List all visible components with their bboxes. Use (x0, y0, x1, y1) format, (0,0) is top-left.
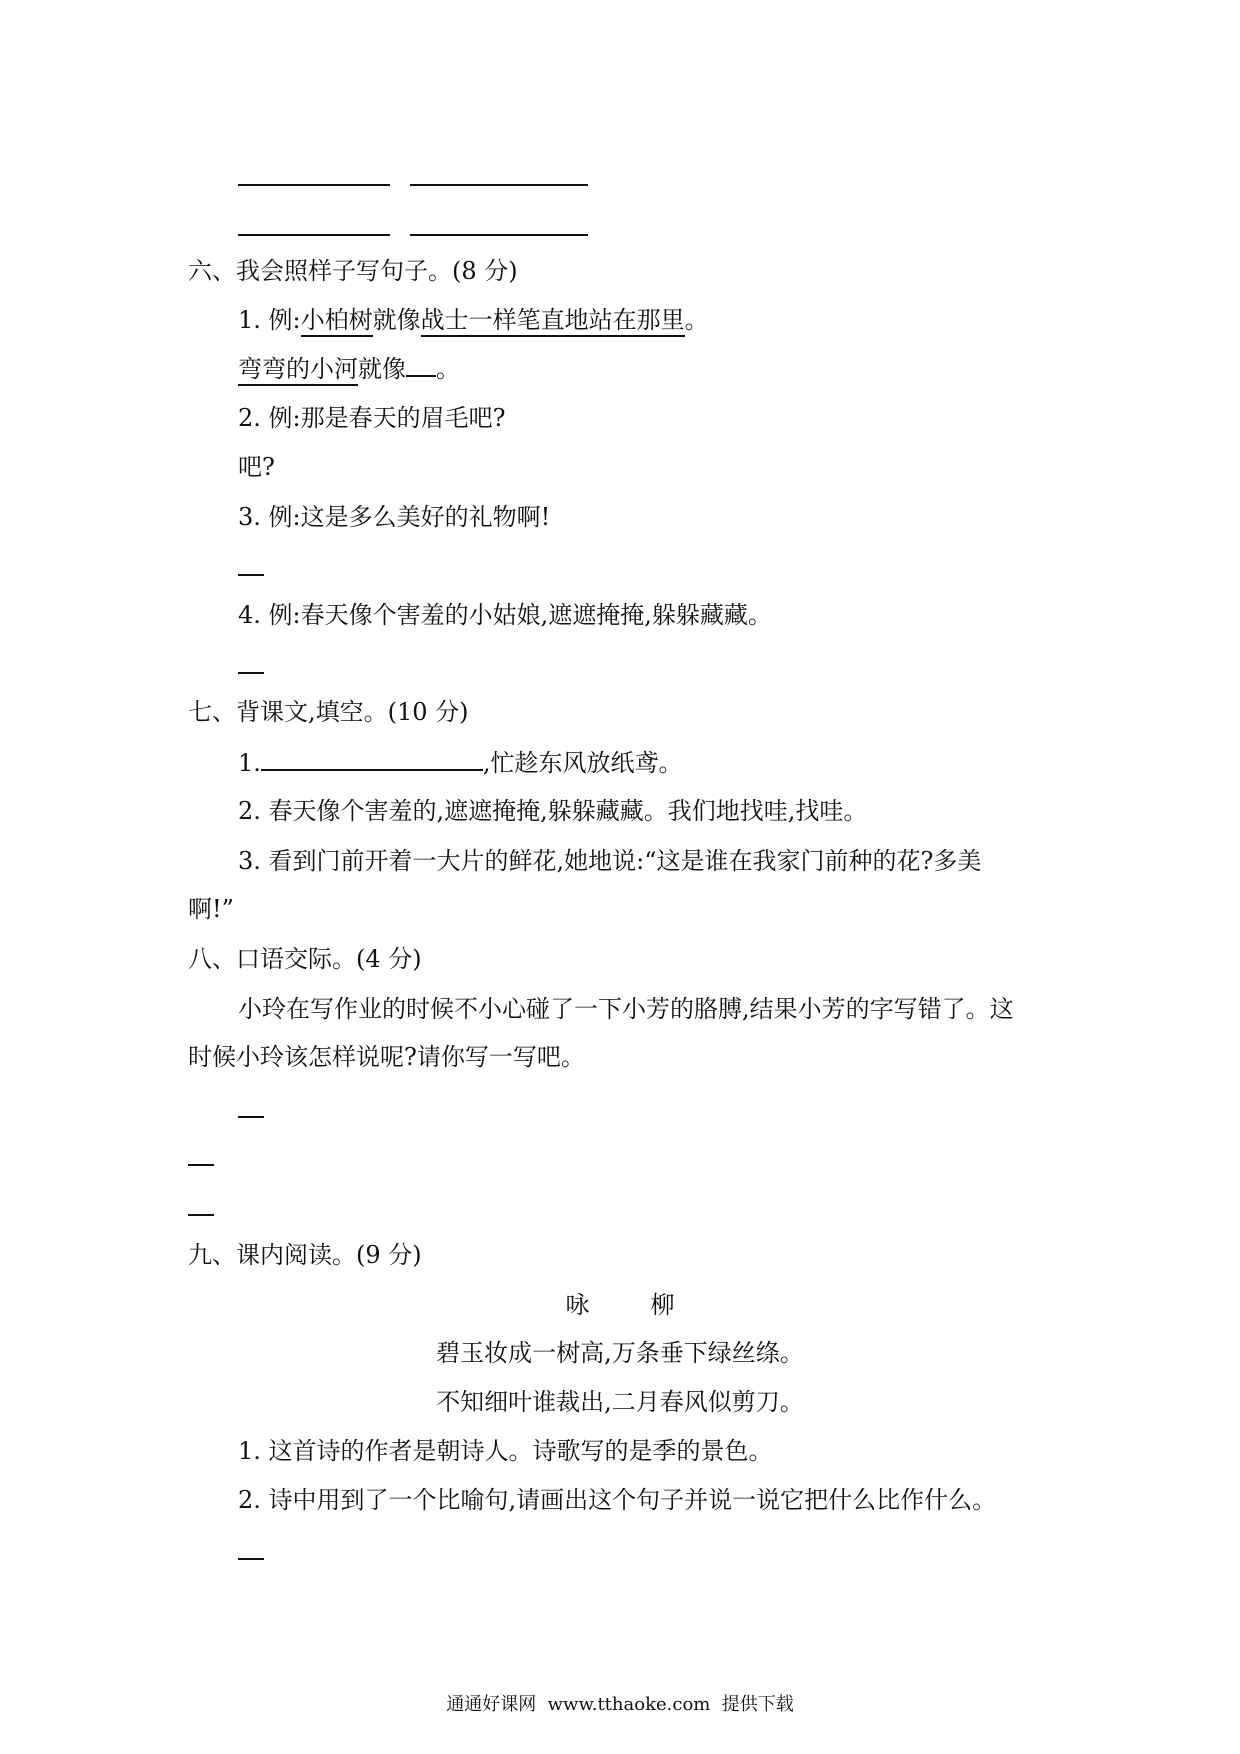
s7-q1-prefix: 1. (238, 749, 261, 777)
answer-blank[interactable] (410, 234, 588, 236)
s7-q1-fill-blank[interactable] (261, 747, 483, 771)
s6-q1-example (238, 305, 709, 335)
s6-q1-answer-end: 。 (436, 355, 460, 383)
s6-q4-answer-blank[interactable] (238, 672, 264, 674)
s7-q3-line2: 啊!” (188, 895, 234, 923)
answer-blank[interactable] (238, 234, 390, 236)
s6-q1-answer (238, 354, 460, 384)
s8-answer-blank[interactable] (188, 1214, 214, 1216)
answer-blank[interactable] (410, 184, 588, 186)
s7-q1-suffix: ,忙趁东风放纸鸢。 (482, 749, 683, 777)
s7-q3-line1: 3. 看到门前开着一大片的鲜花,她地说:“这是谁在我家门前种的花?多美 (238, 847, 982, 875)
s6-q4-example: 4. 例:春天像个害羞的小姑娘,遮遮掩掩,躲躲藏藏。 (238, 601, 772, 629)
section-7-title: 七、背课文,填空。(10 分) (188, 698, 469, 726)
s9-answer-blank[interactable] (238, 1558, 264, 1560)
s6-q1-end: 。 (684, 306, 709, 334)
s6-q1-answer-blank[interactable] (406, 357, 436, 377)
section-9-title: 九、课内阅读。(9 分) (188, 1241, 422, 1269)
page-footer: 通通好课网 www.tthaoke.com 提供下载 (446, 1694, 794, 1715)
s6-q1-underlined-predicate: 战士一样笔直地站在那里 (421, 306, 685, 337)
s7-q1 (238, 747, 683, 778)
s6-q3-answer-blank[interactable] (238, 574, 264, 576)
poem-line-1: 碧玉妆成一树高,万条垂下绿丝绦。 (436, 1339, 804, 1367)
s6-q1-answer-subject: 弯弯的小河 (238, 355, 358, 386)
s6-q1-underlined-subject: 小柏树 (301, 306, 373, 337)
s6-q2-answer: 吧? (238, 453, 275, 481)
poem-line-2: 不知细叶谁裁出,二月春风似剪刀。 (436, 1388, 804, 1416)
s6-q1-mid: 就像 (372, 306, 421, 334)
s8-body-line2: 时候小玲该怎样说呢?请你写一写吧。 (188, 1043, 585, 1071)
s8-answer-blank[interactable] (238, 1116, 264, 1118)
s9-q1: 1. 这首诗的作者是朝诗人。诗歌写的是季的景色。 (238, 1437, 773, 1465)
s6-q1-prefix: 1. 例: (238, 306, 301, 334)
s6-q3-example: 3. 例:这是多么美好的礼物啊! (238, 503, 551, 531)
s7-q2: 2. 春天像个害羞的,遮遮掩掩,躲躲藏藏。我们地找哇,找哇。 (238, 797, 868, 825)
s8-body-line1: 小玲在写作业的时候不小心碰了一下小芳的胳膊,结果小芳的字写错了。这 (238, 995, 1014, 1023)
section-8-title: 八、口语交际。(4 分) (188, 945, 422, 973)
section-6-title: 六、我会照样子写句子。(8 分) (188, 257, 518, 285)
answer-blank[interactable] (238, 184, 390, 186)
s6-q2-example: 2. 例:那是春天的眉毛吧? (238, 404, 506, 432)
s6-q1-answer-mid: 就像 (358, 355, 406, 383)
poem-title: 咏 柳 (565, 1291, 675, 1319)
s9-q2: 2. 诗中用到了一个比喻句,请画出这个句子并说一说它把什么比作什么。 (238, 1486, 997, 1514)
s8-answer-blank[interactable] (188, 1164, 214, 1166)
